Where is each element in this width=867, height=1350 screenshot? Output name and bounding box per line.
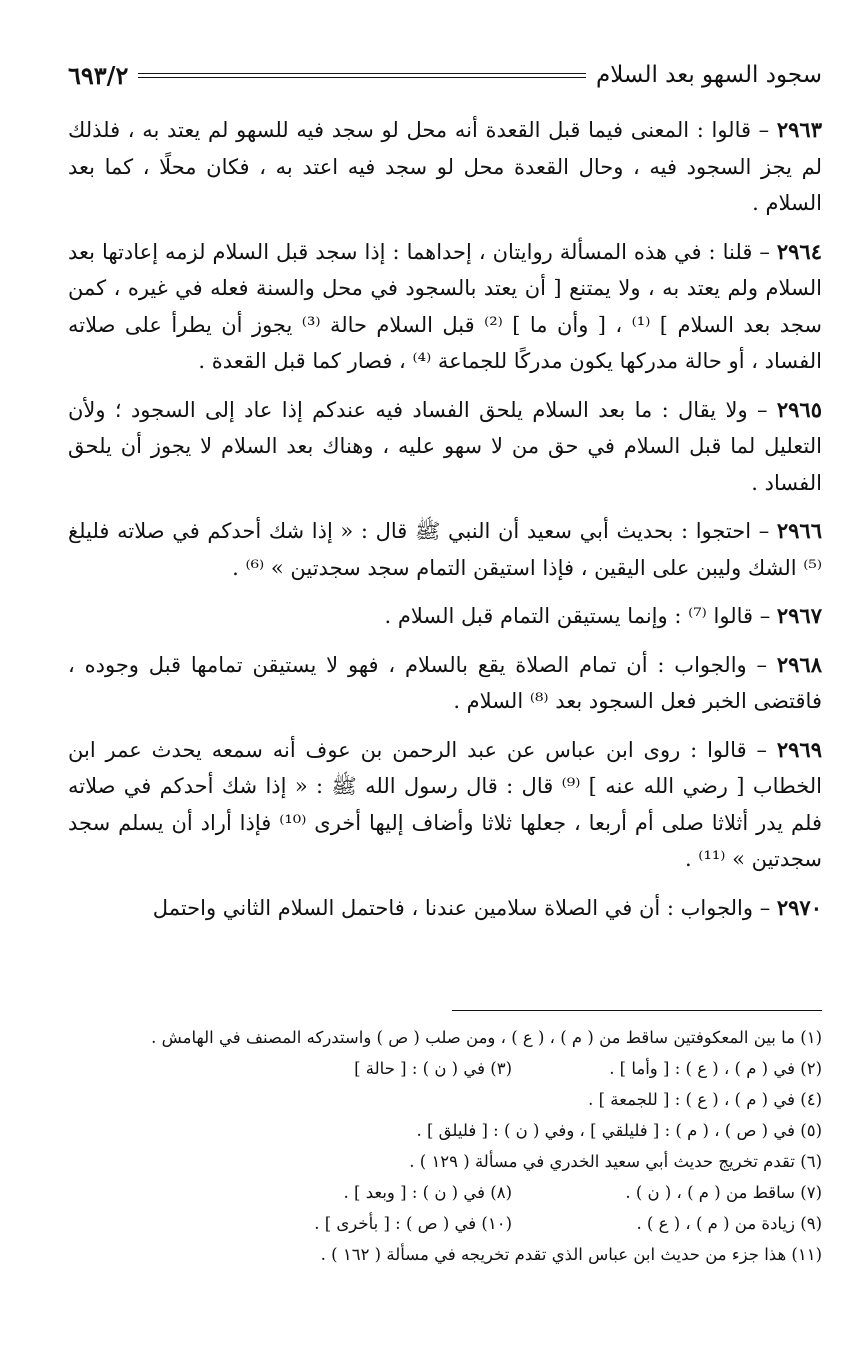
footnote-2: (٢) في ( م ) ، ( ع ) : [ وأما ] .	[609, 1059, 822, 1078]
footnote-row	[68, 1177, 822, 1208]
paragraph-2966	[68, 513, 822, 586]
paragraph-number: ٢٩٦٥	[776, 396, 822, 422]
page-number: ٦٩٣/٢	[68, 60, 129, 90]
footnote-3: (٣) في ( ن ) : [ حالة ]	[354, 1059, 512, 1078]
header-rule	[138, 73, 586, 78]
paragraph-number: ٢٩٦٤	[776, 238, 822, 264]
footnote-7: (٧) ساقط من ( م ) ، ( ن ) .	[625, 1183, 822, 1202]
footnote-row	[68, 1115, 822, 1146]
footnote-row	[68, 1208, 822, 1239]
paragraph-text: – قالوا ⁽⁷⁾ : وإنما يستيقن التمام قبل السلام .	[384, 604, 777, 628]
footnote-row	[68, 1084, 822, 1115]
footnote-row	[68, 1022, 822, 1053]
paragraph-text: – والجواب : أن في الصلاة سلامين عندنا ، فاحتمل السلام الثاني واحتمل	[152, 895, 777, 920]
footnote-6: (٦) تقدم تخريج حديث أبي سعيد الخدري في مسألة ( ١٢٩ ) .	[409, 1152, 822, 1171]
paragraph-text: – احتجوا : بحديث أبي سعيد أن النبي ﷺ قال : « إذا شك أحدكم في صلاته فليلغ ⁽⁵⁾ الشك وليبن على اليقين ، فإذا استيقن التمام سجد سجدتين » ⁽⁶⁾ .	[68, 519, 822, 580]
paragraph-number: ٢٩٧٠	[776, 894, 822, 920]
footnotes	[68, 1022, 822, 1270]
paragraph-number: ٢٩٦٧	[776, 603, 822, 628]
paragraph-2965	[68, 392, 822, 502]
paragraph-number: ٢٩٦٦	[776, 518, 822, 543]
footnote-10: (١٠) في ( ص ) : [ بأخرى ] .	[314, 1214, 512, 1233]
paragraph-2970	[68, 890, 822, 927]
paragraph-2964	[68, 234, 822, 380]
paragraph-text: – والجواب : أن تمام الصلاة يقع بالسلام ، فهو لا يستيقن تمامها قبل وجوده ، فاقتضى الخبر فعل السجود بعد ⁽⁸⁾ السلام .	[68, 652, 822, 713]
footnote-8: (٨) في ( ن ) : [ وبعد ] .	[343, 1183, 512, 1202]
paragraph-number: ٢٩٦٨	[776, 651, 822, 677]
footnote-row	[68, 1146, 822, 1177]
footnote-5: (٥) في ( ص ) ، ( م ) : [ فليلقي ] ، وفي ( ن ) : [ فليلق ] .	[416, 1121, 822, 1140]
main-text	[68, 112, 822, 938]
running-header	[68, 58, 822, 92]
paragraph-number: ٢٩٦٩	[776, 736, 822, 762]
paragraph-text: – قلنا : في هذه المسألة روايتان ، إحداهما : إذا سجد قبل السلام لزمه إعادتها بعد السلام ولم يعتد به ، ولا يمتنع [ أن يعتد بالسجود في محل والسنة فعله في غيره ، كمن سجد بعد السلام ] ⁽¹⁾ ، [ وأن ما ] ⁽²⁾ قبل السلام حالة ⁽³⁾ يجوز أن يطرأ على صلاته الفساد ، أو حالة مدركها يكون مدركًا للجماعة ⁽⁴⁾ ، فصار كما قبل القعدة .	[68, 239, 822, 373]
paragraph-text: – ولا يقال : ما بعد السلام يلحق الفساد فيه عندكم إذا عاد إلى السجود ؛ ولأن التعليل لما قبل السلام في حق من لا سهو عليه ، وهناك بعد السلام لا يجوز أن يلحق الفساد .	[68, 397, 822, 495]
paragraph-2967	[68, 598, 822, 635]
header-title: سجود السهو بعد السلام	[595, 62, 822, 88]
footnote-1: (١) ما بين المعكوفتين ساقط من ( م ) ، ( ع ) ، ومن صلب ( ص ) واستدركه المصنف في الهامش .	[151, 1028, 822, 1047]
footnote-row	[68, 1239, 822, 1270]
paragraph-number: ٢٩٦٣	[776, 117, 822, 142]
footnote-9: (٩) زيادة من ( م ) ، ( ع ) .	[636, 1214, 822, 1233]
footnote-11: (١١) هذا جزء من حديث ابن عباس الذي تقدم تخريجه في مسألة ( ١٦٢ ) .	[320, 1245, 822, 1264]
footnote-separator	[452, 1010, 822, 1011]
paragraph-2968	[68, 647, 822, 720]
paragraph-2969	[68, 732, 822, 878]
paragraph-text: – قالوا : روى ابن عباس عن عبد الرحمن بن عوف أنه سمعه يحدث عمر ابن الخطاب [ رضي الله عنه ] ⁽⁹⁾ قال : قال رسول الله ﷺ : « إذا شك أحدكم في صلاته فلم يدر أثلاثا صلى أم أربعا ، جعلها ثلاثا وأضاف إليها أخرى ⁽¹⁰⁾ فإذا أراد أن يسلم سجد سجدتين » ⁽¹¹⁾ .	[68, 737, 822, 871]
paragraph-text: – قالوا : المعنى فيما قبل القعدة أنه محل لو سجد فيه للسهو لم يعتد به ، فلذلك لم يجز السجود فيه ، وحال القعدة محل لو سجد فيه اعتد به ، فكان محلًا ، كما بعد السلام .	[68, 118, 822, 215]
paragraph-2963	[68, 112, 822, 222]
footnote-4: (٤) في ( م ) ، ( ع ) : [ للجمعة ] .	[588, 1090, 822, 1109]
footnote-row	[68, 1053, 822, 1084]
